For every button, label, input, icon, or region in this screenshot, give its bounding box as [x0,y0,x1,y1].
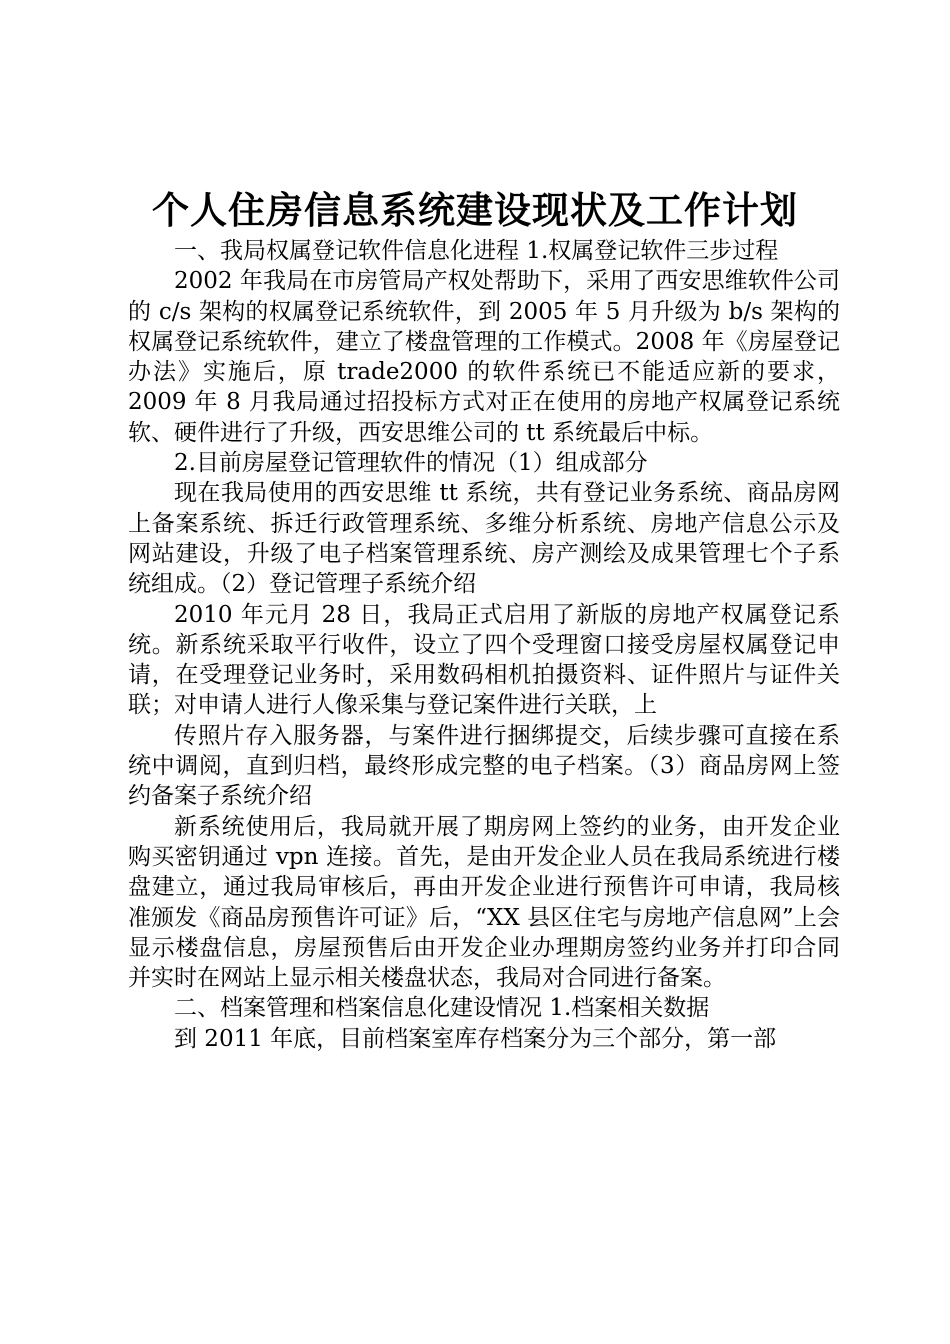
paragraph-photo-archive: 传照片存入服务器，与案件进行捆绑提交，后续步骤可直接在系统中调阅，直到归档，最终形成完整的电子档案。（3）商品房网上签约备案子系统介绍 [128,722,840,810]
paragraph-software-history: 2002 年我局在市房管局产权处帮助下，采用了西安思维软件公司的 c/s 架构的权属登记系统软件，到 2005 年 5 月升级为 b/s 架构的权属登记系统软件，建立了楼盘管理的工作模式。2008 年《房屋登记办法》实施后，原 trade2000 的软件系统已不能适应新的要求，2009 年 8 月我局通过招投标方式对正在使用的房地产权属登记系统软、硬件进行了升级，西安思维公司的 tt 系统最后中标。 [128,268,840,446]
document-title: 个人住房信息系统建设现状及工作计划 [152,188,798,232]
paragraph-current-software-heading: 2.目前房屋登记管理软件的情况（1）组成部分 [174,450,648,477]
paragraph-online-signing: 新系统使用后，我局就开展了期房网上签约的业务，由开发企业购买密钥通过 vpn 连接。首先，是由开发企业人员在我局系统进行楼盘建立，通过我局审核后，再由开发企业进行预售许可申请，我局核准颁发《商品房预售许可证》后，“XX 县区住宅与房地产信息网”上会显示楼盘信息，房屋预售后由开发企业办理期房签约业务并打印合同并实时在网站上显示相关楼盘状态，我局对合同进行备案。 [128,813,840,992]
paragraph-section-2-heading: 二、档案管理和档案信息化建设情况 1.档案相关数据 [174,995,710,1022]
paragraph-archive-data: 到 2011 年底，目前档案室库存档案分为三个部分，第一部 [174,1025,777,1052]
document-body [128,236,840,1054]
paragraph-section-1-heading: 一、我局权属登记软件信息化进程 1.权属登记软件三步过程 [174,238,779,264]
paragraph-subsystems: 现在我局使用的西安思维 tt 系统，共有登记业务系统、商品房网上备案系统、拆迁行政管理系统、多维分析系统、房地产信息公示及网站建设，升级了电子档案管理系统、房产测绘及成果管理七个子系统组成。（2）登记管理子系统介绍 [128,480,840,598]
paragraph-registration-system: 2010 年元月 28 日，我局正式启用了新版的房地产权属登记系统。新系统采取平行收件，设立了四个受理窗口接受房屋权属登记申请，在受理登记业务时，采用数码相机拍摄资料、证件照片与证件关联；对申请人进行人像采集与登记案件进行关联，上 [128,601,840,719]
